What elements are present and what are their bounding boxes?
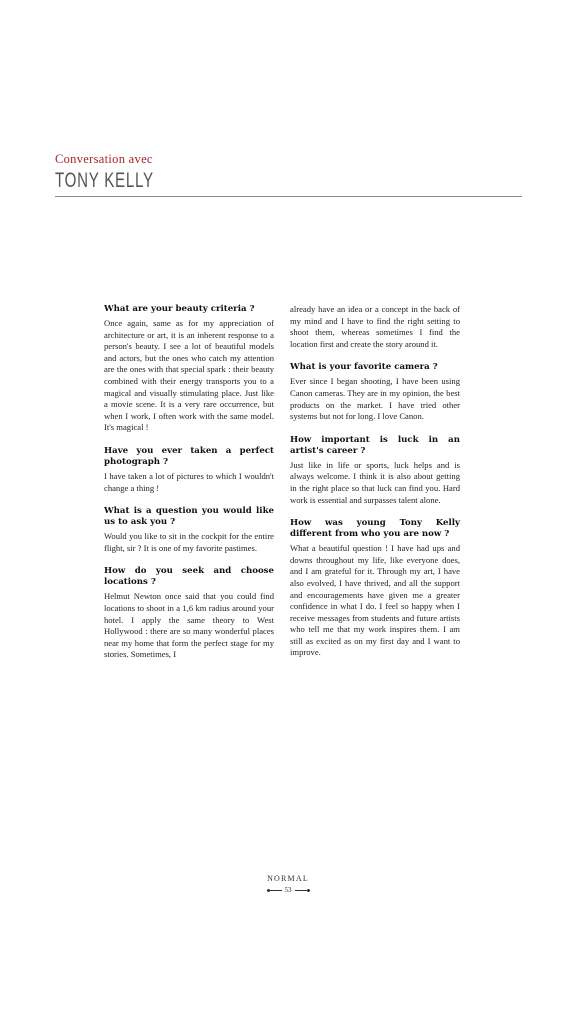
- question-ask-you: What is a question you would like us to ask you ?: [104, 506, 274, 528]
- page-number: 53: [284, 886, 292, 894]
- header-title: TONY KELLY: [55, 169, 154, 192]
- answer-locations: Helmut Newton once said that you could find locations to shoot in a 1,6 km radius around your hotel. I apply the same theory to West Hollywood : there are so many wonderful places near my home that form the perfect stage for my stories. Sometimes, I: [104, 591, 274, 660]
- answer-perfect-photograph: I have taken a lot of pictures to which I wouldn't change a thing !: [104, 470, 274, 493]
- header-kicker: Conversation avec: [55, 152, 153, 166]
- header-rule: [55, 196, 522, 197]
- page-footer: [0, 874, 576, 894]
- answer-young-tony: What a beautiful question ! I have had ups and downs throughout my life, like everyone does, and I am grateful for it. Through my art, I have also evolved, I have thrived, and all the support and encouragements have given me a greater confidence in what I do. I feel so happy when I receive messages from students and future artists who tell me that my work inspires them. I am still as excited as on my first day and I want to improve.: [290, 543, 460, 658]
- question-luck: How important is luck in an artist's career ?: [290, 434, 460, 456]
- left-column: [104, 304, 274, 673]
- question-locations: How do you seek and choose locations ?: [104, 566, 274, 588]
- question-beauty-criteria: What are your beauty criteria ?: [104, 304, 255, 314]
- answer-luck: Just like in life or sports, luck helps and is always welcome. I think it is also about getting in the right place so that luck can find you. Hard work is essential and surpasses talent alone.: [290, 459, 460, 505]
- magazine-name: NORMAL: [267, 874, 309, 883]
- article-header: [55, 152, 522, 193]
- question-favorite-camera: What is your favorite camera ?: [290, 362, 438, 373]
- question-young-tony: How was young Tony Kelly different from who you are now ?: [290, 518, 460, 540]
- answer-favorite-camera: Ever since I began shooting, I have been using Canon cameras. They are in my opinion, the best products on the market. I have tried other systems but not for long. I love Canon.: [290, 376, 460, 422]
- question-perfect-photograph: Have you ever taken a perfect photograph ?: [104, 445, 274, 467]
- page-number-row: [0, 886, 576, 894]
- answer-beauty-criteria: Once again, same as for my appreciation of architecture or art, it is an inherent response to a person's beauty. I see a lot of beautiful models and actors, but the ones who catch my attention are the ones with that special spark : their beauty combined with their energy transports you to a magical and visually stimulating place. Just like a movie scene. It is a very rare occurrence, but when I work, I often work with the same model. It's magical !: [104, 318, 274, 433]
- left-ornament-icon: [268, 890, 282, 891]
- answer-ask-you: Would you like to sit in the cockpit for the entire flight, sir ? It is one of my favorite pastimes.: [104, 531, 274, 553]
- right-column: [290, 304, 460, 671]
- right-ornament-icon: [295, 890, 309, 891]
- answer-locations-continued: already have an idea or a concept in the back of my mind and I have to find the right setting to shoot them, whereas sometimes I find the location first and create the story around it.: [290, 304, 460, 349]
